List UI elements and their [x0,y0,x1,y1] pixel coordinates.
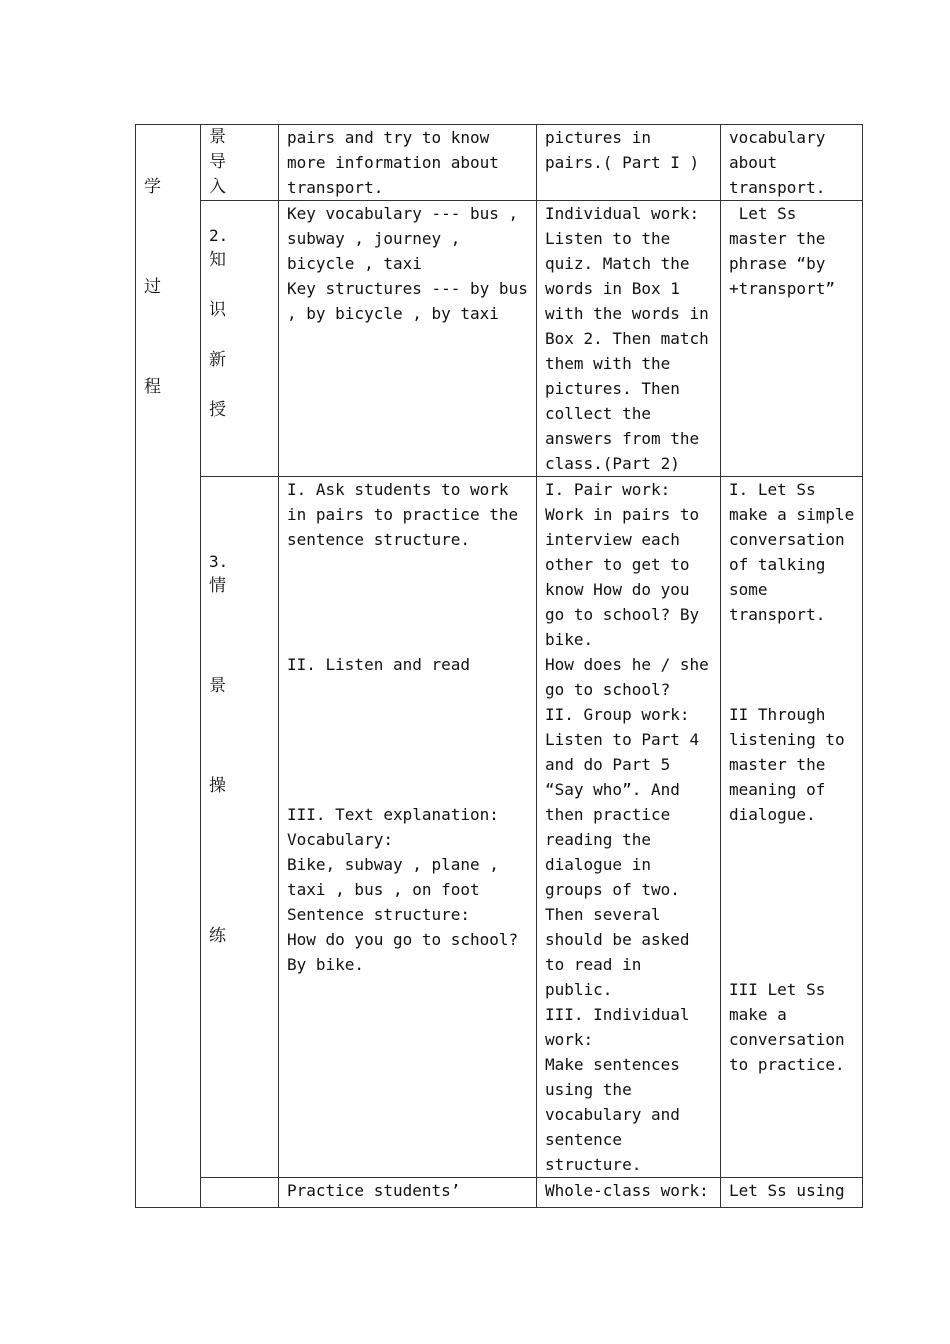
stage-char: 情 [209,576,226,596]
stage-char: 新 [209,350,226,370]
activity-cell: pictures in pairs.( Part I ) [537,125,721,201]
stage-char: 识 [209,300,226,320]
content-cell: Key vocabulary --- bus , subway , journey , bicycle , taxi Key structures --- by bus , by bicycle , by taxi [279,201,537,477]
stage-cell [201,125,279,201]
content-cell: Practice students’ [279,1178,537,1208]
activity-cell: I. Pair work: Work in pairs to interview each other to get to know How do you go to school? By bike. How does he / she go to school? II. Group work: Listen to Part 4 and do Part 5 “Say who”. And then practice reading the dialogue in groups of two. Then several should be asked to read in public. III. Individual work: Make sentences using the vocabulary and sentence structure. [537,477,721,1178]
table-row [136,477,863,1178]
section-char: 过 [144,277,161,297]
stage-char: 知 [209,250,226,270]
section-char: 学 [144,177,161,197]
content-cell: I. Ask students to work in pairs to practice the sentence structure. II. Listen and read III. Text explanation: Vocabulary: Bike, subway , plane , taxi , bus , on foot Sentence structure: How do you go to school? By bike. [279,477,537,1178]
stage-cell [201,1178,279,1208]
table-row [136,201,863,477]
purpose-cell: Let Ss using [721,1178,863,1208]
table-row [136,125,863,201]
stage-char: 入 [209,177,226,197]
stage-number: 3. [209,552,229,571]
stage-char: 练 [209,926,226,946]
stage-char: 授 [209,400,226,420]
section-label-cell [136,125,201,1208]
purpose-cell: vocabulary about transport. [721,125,863,201]
content-cell: pairs and try to know more information about transport. [279,125,537,201]
lesson-plan-table [135,124,863,1208]
stage-char: 景 [209,127,226,147]
stage-cell [201,201,279,477]
activity-cell: Whole-class work: [537,1178,721,1208]
section-char: 程 [144,377,161,397]
table-row [136,1178,863,1208]
stage-char: 景 [209,676,226,696]
stage-char: 操 [209,776,226,796]
purpose-cell: Let Ss master the phrase “by +transport” [721,201,863,477]
activity-cell: Individual work: Listen to the quiz. Match the words in Box 1 with the words in Box 2. Then match them with the pictures. Then collect the answers from the class.(Part 2) [537,201,721,477]
stage-char: 导 [209,152,226,172]
purpose-cell: I. Let Ss make a simple conversation of talking some transport. II Through listening to master the meaning of dialogue. III Let Ss make a conversation to practice. [721,477,863,1178]
stage-cell [201,477,279,1178]
stage-number: 2. [209,226,229,245]
